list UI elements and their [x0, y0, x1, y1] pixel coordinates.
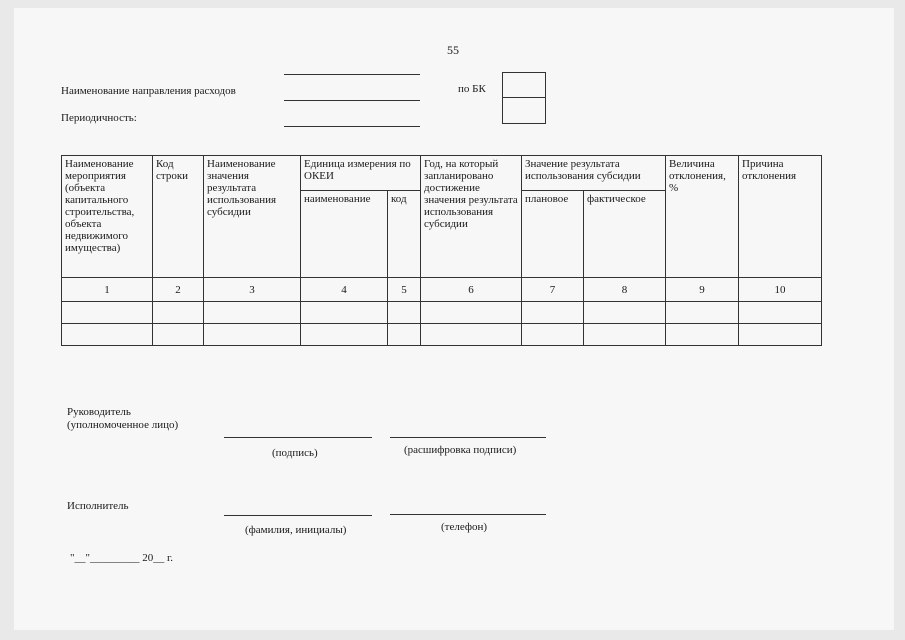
signature-caption: (подпись)	[272, 447, 318, 459]
phone-caption: (телефон)	[441, 521, 488, 533]
direction-line	[284, 100, 420, 101]
name-caption: (фамилия, инициалы)	[245, 524, 347, 536]
direction-line-top	[284, 74, 420, 75]
table-cell	[388, 324, 421, 346]
header-deviation: Величина отклонения, %	[666, 156, 739, 278]
bk-code-box-top	[502, 72, 546, 98]
header-row-code: Код строки	[153, 156, 204, 278]
column-number: 1	[62, 278, 153, 302]
executor-label: Исполнитель	[67, 500, 129, 512]
table-cell	[584, 324, 666, 346]
column-number: 5	[388, 278, 421, 302]
header-deviation-reason: Причина отклонения	[739, 156, 822, 278]
table-cell	[739, 324, 822, 346]
column-number: 4	[301, 278, 388, 302]
column-number: 10	[739, 278, 822, 302]
table-cell	[522, 324, 584, 346]
column-number: 9	[666, 278, 739, 302]
header-result-name: Наименование значения результата использования субсидии	[204, 156, 301, 278]
table-cell	[204, 324, 301, 346]
header-value-group: Значение результата использования субсидии	[522, 156, 666, 191]
table-cell	[204, 302, 301, 324]
column-number-row	[62, 278, 822, 302]
column-number: 8	[584, 278, 666, 302]
name-line	[224, 515, 372, 516]
header-unit-name: наименование	[301, 191, 388, 278]
table-cell	[421, 324, 522, 346]
header-planned: плановое	[522, 191, 584, 278]
head-label: Руководитель	[67, 406, 131, 418]
table-cell	[584, 302, 666, 324]
phone-line	[390, 514, 546, 515]
table-cell	[301, 302, 388, 324]
periodicity-line	[284, 126, 420, 127]
column-number: 6	[421, 278, 522, 302]
column-number: 2	[153, 278, 204, 302]
table-cell	[388, 302, 421, 324]
header-unit-group: Единица измерения по ОКЕИ	[301, 156, 421, 191]
page-number: 55	[447, 43, 459, 57]
header-activity-name: Наименование мероприятия (объекта капитального строительства, объекта недвижимого имущества)	[62, 156, 153, 278]
table-cell	[739, 302, 822, 324]
table-cell	[522, 302, 584, 324]
column-number: 3	[204, 278, 301, 302]
table-cell	[62, 324, 153, 346]
table-cell	[666, 324, 739, 346]
table-row	[62, 302, 822, 324]
direction-label: Наименование направления расходов	[61, 85, 236, 97]
table-cell	[301, 324, 388, 346]
table-cell	[421, 302, 522, 324]
table-cell	[666, 302, 739, 324]
results-table	[61, 155, 822, 346]
table-cell	[62, 302, 153, 324]
header-actual: фактическое	[584, 191, 666, 278]
header-target-year: Год, на который запланировано достижение значения результата использования субсидии	[421, 156, 522, 278]
head-sublabel: (уполномоченное лицо)	[67, 419, 179, 431]
header-unit-code: код	[388, 191, 421, 278]
table-cell	[153, 324, 204, 346]
column-number: 7	[522, 278, 584, 302]
signature-line	[224, 437, 372, 438]
periodicity-label: Периодичность:	[61, 112, 137, 124]
document-page	[14, 8, 894, 630]
bk-label: по БК	[458, 83, 486, 95]
date-line: "__"_________ 20__ г.	[70, 552, 174, 564]
table-row	[62, 324, 822, 346]
decoding-line	[390, 437, 546, 438]
bk-code-box-bottom	[502, 96, 546, 124]
table-cell	[153, 302, 204, 324]
decoding-caption: (расшифровка подписи)	[404, 444, 517, 456]
